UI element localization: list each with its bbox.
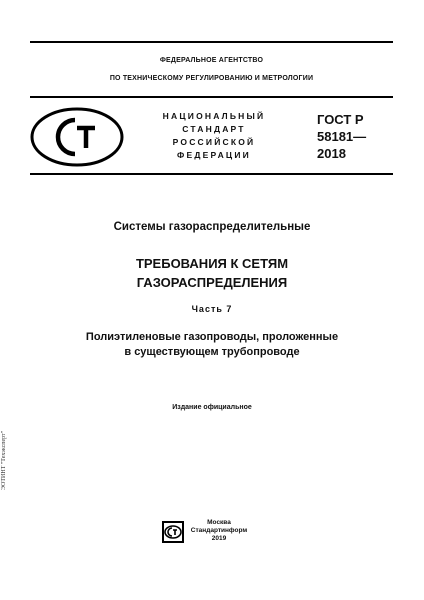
publisher-logo-icon: [162, 521, 184, 543]
agency-line-2: ПО ТЕХНИЧЕСКОМУ РЕГУЛИРОВАНИЮ И МЕТРОЛОГИИ: [109, 75, 314, 82]
edition-note: Издание официальное: [172, 404, 252, 411]
gost-r-emblem-icon: [29, 106, 125, 168]
standard-rule: [30, 173, 393, 175]
subtitle: [0, 330, 424, 360]
national-line-2: СТАНДАРТ: [182, 124, 246, 134]
gost-line-1: ГОСТ Р: [317, 112, 364, 127]
gost-line-3: 2018: [317, 146, 346, 161]
main-title-line-2: ГАЗОРАСПРЕДЕЛЕНИЯ: [136, 275, 288, 290]
main-title-line-1: ТРЕБОВАНИЯ К СЕТЯМ: [135, 256, 289, 271]
national-line-3: РОССИЙСКОЙ: [172, 137, 256, 147]
gost-designation: [317, 111, 366, 162]
publisher-block: [190, 519, 248, 543]
top-rule: [30, 41, 393, 43]
publisher-name: Стандартинформ: [190, 527, 248, 534]
national-line-4: ФЕДЕРАЦИИ: [177, 150, 251, 160]
gost-line-2: 58181—: [317, 129, 367, 144]
publisher-year: 2019: [211, 535, 227, 542]
national-line-1: НАЦИОНАЛЬНЫЙ: [162, 111, 266, 121]
main-title: [0, 254, 424, 292]
subtitle-line-2: в существующем трубопроводе: [124, 346, 300, 358]
series-title: Системы газораспределительные: [113, 221, 311, 233]
publisher-city: Москва: [207, 519, 231, 526]
subtitle-line-1: Полиэтиленовые газопроводы, проложенные: [85, 331, 339, 343]
header-rule: [30, 96, 393, 98]
agency-line-1: ФЕДЕРАЛЬНОЕ АГЕНТСТВО: [159, 57, 264, 64]
national-standard-block: [150, 110, 278, 162]
side-watermark: ЭОТИНТ "Техэксперт": [1, 430, 7, 490]
part-number: Часть 7: [191, 304, 233, 314]
